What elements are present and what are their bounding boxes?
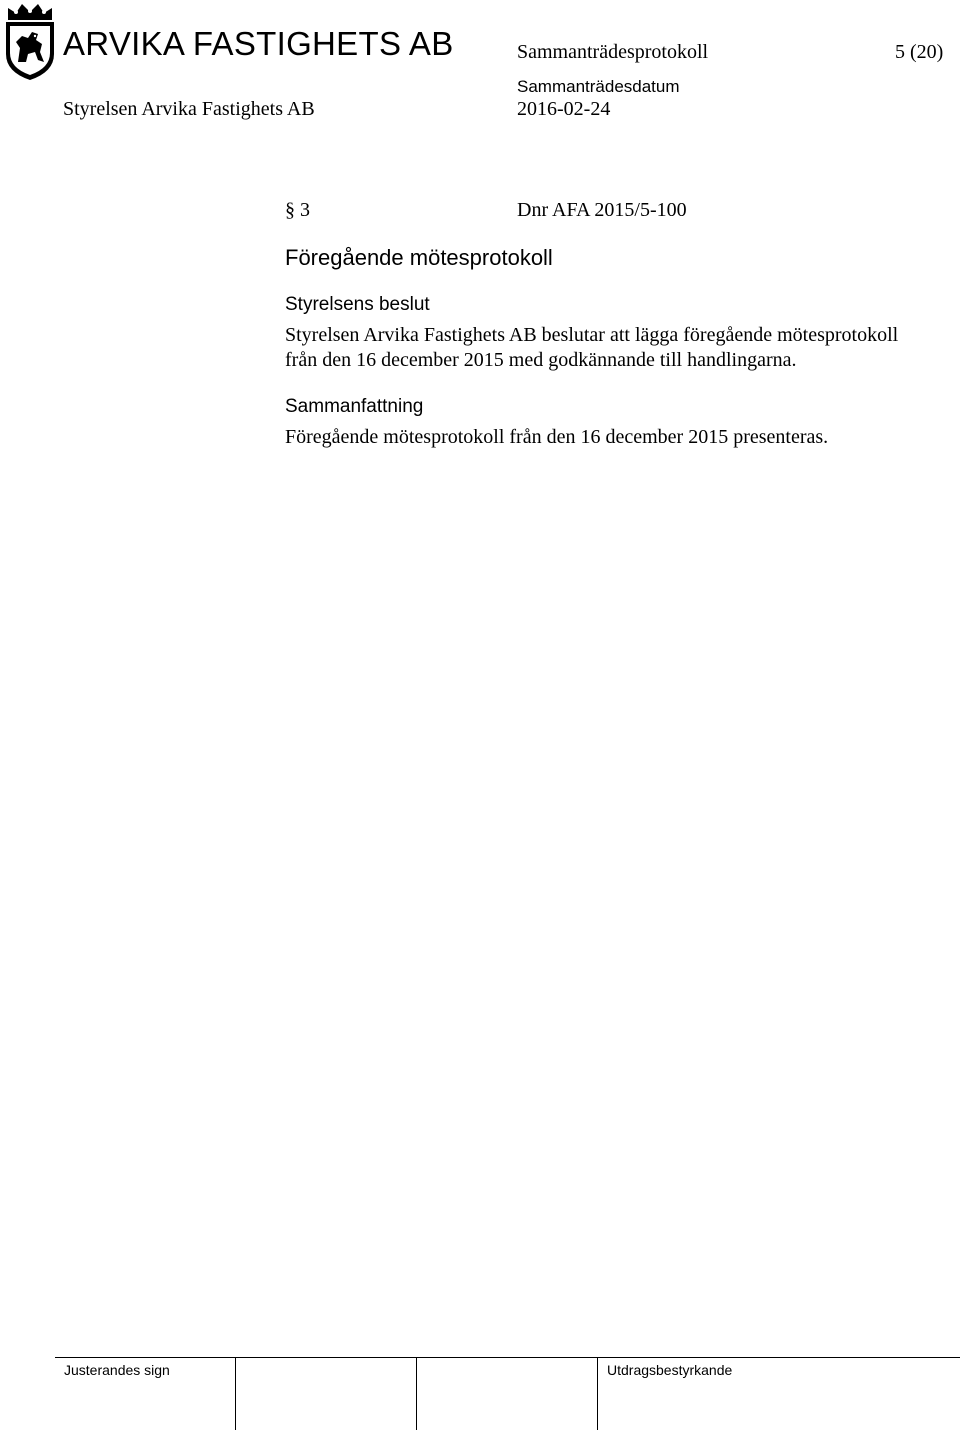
decision-text-line: Styrelsen Arvika Fastighets AB beslutar att lägga föregående mötesprotokoll (285, 324, 899, 346)
meeting-date-label: Sammanträdesdatum (517, 77, 680, 96)
decision-text (285, 323, 955, 373)
footer-column-divider (235, 1357, 236, 1430)
footer-utdragsbestyrkande: Utdragsbestyrkande (607, 1362, 733, 1378)
case-number: Dnr AFA 2015/5-100 (517, 199, 687, 221)
paragraph-number: § 3 (285, 199, 310, 221)
footer-divider-line (55, 1357, 960, 1358)
decision-text-line: från den 16 december 2015 med godkännande till handlingarna. (285, 349, 797, 371)
document-type: Sammanträdesprotokoll (517, 41, 709, 63)
footer-justerandes-sign: Justerandes sign (64, 1362, 170, 1378)
summary-text: Föregående mötesprotokoll från den 16 december 2015 presenteras. (285, 426, 829, 448)
meeting-date: 2016-02-24 (517, 98, 611, 120)
decision-heading: Styrelsens beslut (285, 294, 430, 315)
summary-heading: Sammanfattning (285, 396, 424, 417)
board-name: Styrelsen Arvika Fastighets AB (63, 98, 315, 120)
footer-column-divider (597, 1357, 598, 1430)
coat-of-arms-icon (2, 2, 58, 82)
footer-column-divider (416, 1357, 417, 1430)
company-wordmark: ARVIKA FASTIGHETS AB (63, 25, 454, 62)
section-title: Föregående mötesprotokoll (285, 245, 553, 270)
page-number: 5 (20) (895, 41, 944, 63)
